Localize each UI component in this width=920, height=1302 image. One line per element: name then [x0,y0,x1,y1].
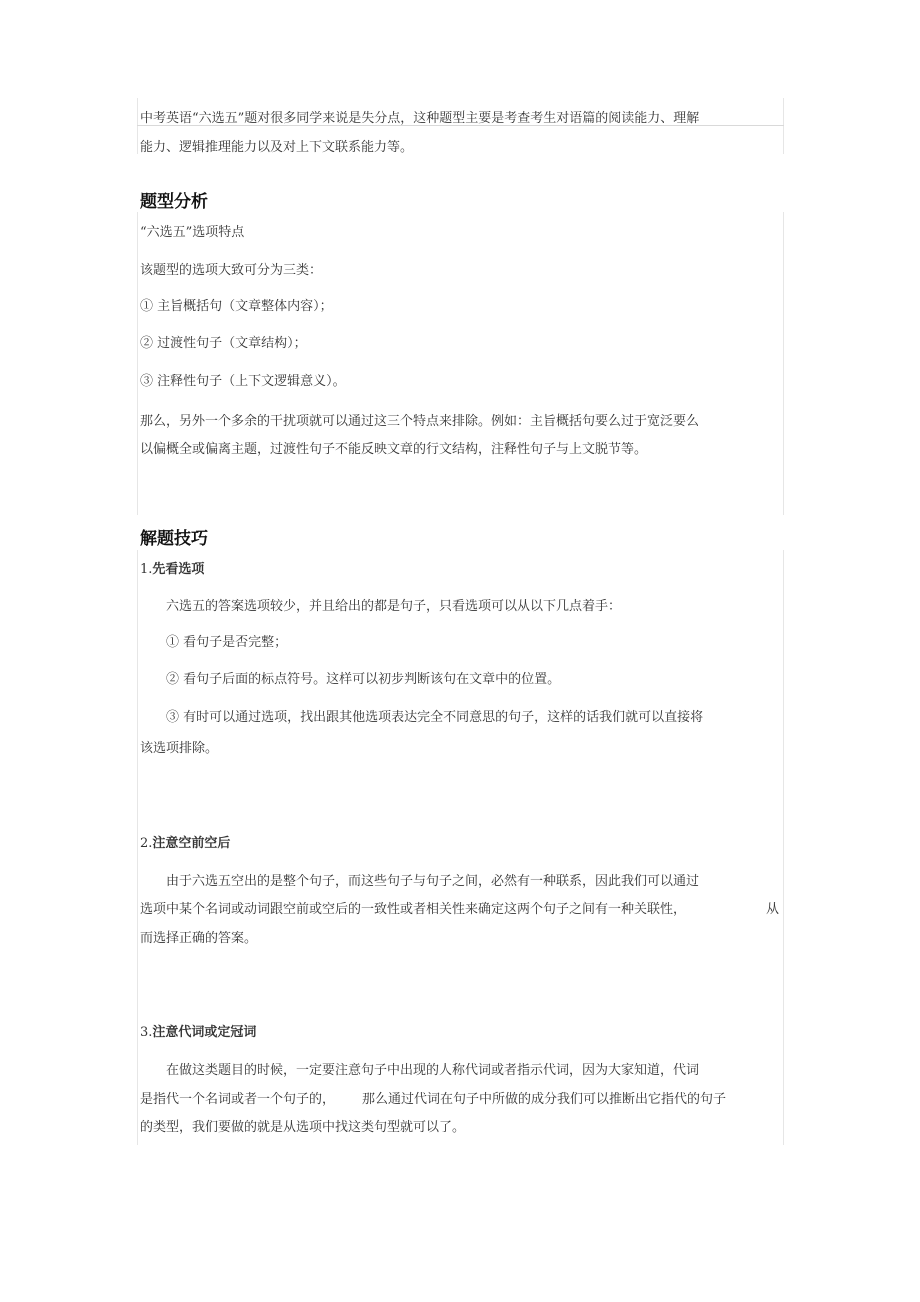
frame-right-line [783,98,784,154]
list-item: ② 看句子后面的标点符号。这样可以初步判断该句在文章中的位置。 [166,672,561,687]
tip-number: 1. [140,562,153,577]
tip-number: 2. [140,836,153,851]
list-item: ① 主旨概括句（文章整体内容）； [140,299,333,314]
tip-heading [140,561,204,579]
paragraph-line: 那么，另外一个多余的干扰项就可以通过这三个特点来排除。例如：主旨概括句要么过于宽泛要么 [140,414,700,429]
section-subtitle: “六选五”选项特点 [140,225,245,240]
tip-heading [140,1024,256,1042]
paragraph-line: 以偏概全或偏离主题，过渡性句子不能反映文章的行文结构，注释性句子与上文脱节等。 [140,442,648,457]
paragraph-line: 六选五的答案选项较少，并且给出的都是句子，只看选项可以从以下几点着手： [166,599,622,614]
paragraph-line: 的类型，我们要做的就是从选项中找这类句型就可以了。 [140,1120,466,1135]
frame-right-line [783,212,784,515]
tip-title: 注意代词或定冠词 [152,1025,257,1040]
intro-line: 中考英语“六选五”题对很多同学来说是失分点，这种题型主要是考查考生对语篇的阅读能力、理解 [140,111,700,126]
paragraph-line: 由于六选五空出的是整个句子，而这些句子与句子之间，必然有一种联系，因此我们可以通过 [166,874,700,889]
intro-line: 能力、逻辑推理能力以及对上下文联系能力等。 [140,140,414,155]
list-item: ③ 注释性句子（上下文逻辑意义）。 [140,374,346,389]
lead-text: 该题型的选项大致可分为三类： [140,263,323,278]
frame-left-line [137,550,138,1145]
section-title: 题型分析 [140,192,208,212]
paragraph-line: 而选择正确的答案。 [140,931,258,946]
paragraph-line-tail: 从 [766,902,780,917]
list-item-continuation: 该选项排除。 [140,741,219,756]
list-item: ③ 有时可以通过选项，找出跟其他选项表达完全不同意思的句子，这样的话我们就可以直接将 [166,710,704,725]
paragraph-line: 是指代一个名词或者一个句子的， [140,1092,336,1107]
list-item: ② 过渡性句子（文章结构）； [140,336,307,351]
frame-left-line [137,98,138,154]
list-item: ① 看句子是否完整； [166,635,288,650]
section-title: 解题技巧 [140,529,208,549]
tip-title: 先看选项 [152,562,205,577]
paragraph-line: 那么通过代词在句子中所做的成分我们可以推断出它指代的句子 [362,1092,727,1107]
paragraph-line: 选项中某个名词或动词跟空前或空后的一致性或者相关性来确定这两个句子之间有一种关联性， [140,902,687,917]
paragraph-line: 在做这类题目的时候，一定要注意句子中出现的人称代词或者指示代词，因为大家知道，代词 [166,1063,700,1078]
tip-heading [140,835,230,853]
tip-number: 3. [140,1025,153,1040]
tip-title: 注意空前空后 [152,836,231,851]
frame-right-line [783,550,784,1145]
frame-left-line [137,212,138,515]
